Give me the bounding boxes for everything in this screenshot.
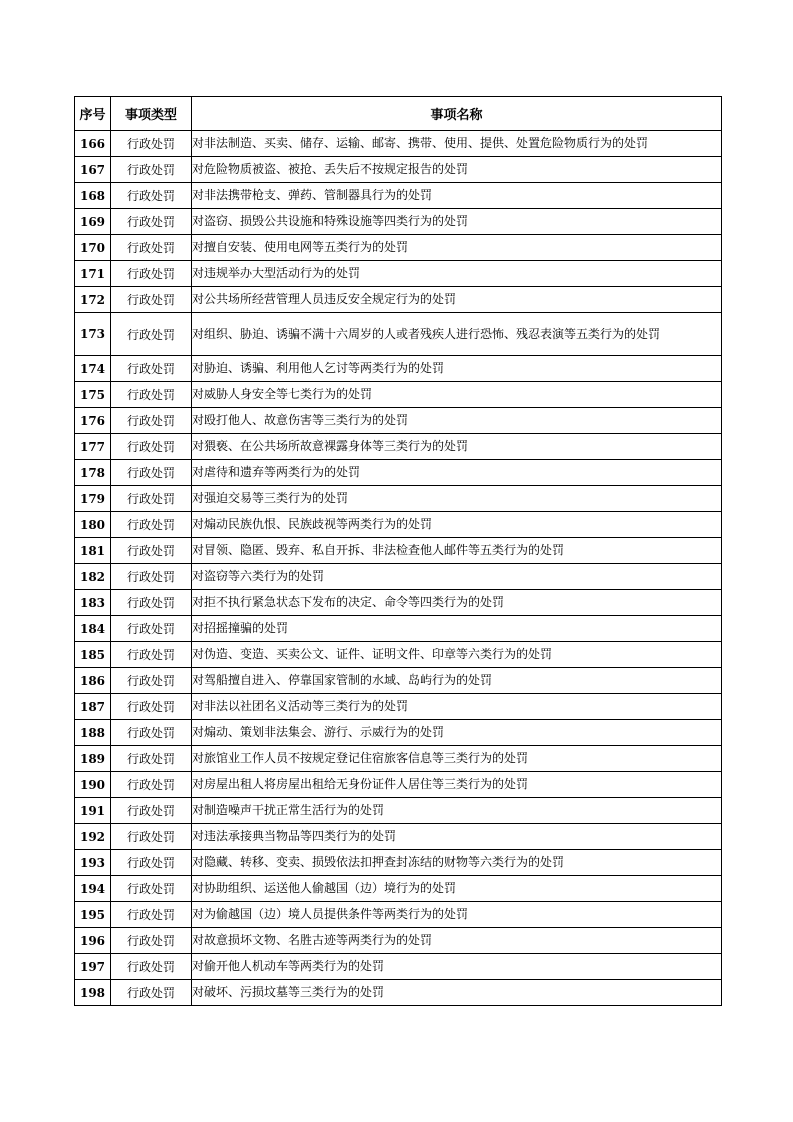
serial-number-cell: 182 bbox=[75, 564, 111, 590]
serial-number-cell: 187 bbox=[75, 694, 111, 720]
table-row bbox=[75, 954, 722, 980]
item-name-cell: 对擅自安装、使用电网等五类行为的处罚 bbox=[192, 235, 722, 261]
item-type-cell: 行政处罚 bbox=[111, 382, 192, 408]
item-name-cell: 对非法制造、买卖、储存、运输、邮寄、携带、使用、提供、处置危险物质行为的处罚 bbox=[192, 131, 722, 157]
item-name-cell: 对房屋出租人将房屋出租给无身份证件人居住等三类行为的处罚 bbox=[192, 772, 722, 798]
item-type-cell: 行政处罚 bbox=[111, 564, 192, 590]
table-row bbox=[75, 313, 722, 356]
serial-number-cell: 173 bbox=[75, 313, 111, 356]
table-row bbox=[75, 720, 722, 746]
table-row bbox=[75, 798, 722, 824]
item-name-cell: 对组织、胁迫、诱骗不满十六周岁的人或者残疾人进行恐怖、残忍表演等五类行为的处罚 bbox=[192, 313, 722, 356]
table-row bbox=[75, 183, 722, 209]
serial-number-cell: 166 bbox=[75, 131, 111, 157]
serial-number-cell: 193 bbox=[75, 850, 111, 876]
table-row bbox=[75, 616, 722, 642]
item-type-cell: 行政处罚 bbox=[111, 954, 192, 980]
item-name-cell: 对虐待和遗弃等两类行为的处罚 bbox=[192, 460, 722, 486]
table-row bbox=[75, 408, 722, 434]
item-name-cell: 对偷开他人机动车等两类行为的处罚 bbox=[192, 954, 722, 980]
serial-number-cell: 167 bbox=[75, 157, 111, 183]
item-type-cell: 行政处罚 bbox=[111, 642, 192, 668]
table-row bbox=[75, 235, 722, 261]
table-row bbox=[75, 434, 722, 460]
item-name-cell: 对协助组织、运送他人偷越国（边）境行为的处罚 bbox=[192, 876, 722, 902]
serial-number-cell: 198 bbox=[75, 980, 111, 1006]
serial-number-cell: 178 bbox=[75, 460, 111, 486]
item-type-cell: 行政处罚 bbox=[111, 694, 192, 720]
serial-number-cell: 194 bbox=[75, 876, 111, 902]
item-name-cell: 对煽动民族仇恨、民族歧视等两类行为的处罚 bbox=[192, 512, 722, 538]
serial-number-cell: 188 bbox=[75, 720, 111, 746]
table-row bbox=[75, 460, 722, 486]
table-row bbox=[75, 261, 722, 287]
header-item-type: 事项类型 bbox=[111, 97, 192, 131]
table-row bbox=[75, 564, 722, 590]
table-row bbox=[75, 209, 722, 235]
table-row bbox=[75, 287, 722, 313]
serial-number-cell: 189 bbox=[75, 746, 111, 772]
item-name-cell: 对旅馆业工作人员不按规定登记住宿旅客信息等三类行为的处罚 bbox=[192, 746, 722, 772]
item-type-cell: 行政处罚 bbox=[111, 235, 192, 261]
table-row bbox=[75, 382, 722, 408]
item-type-cell: 行政处罚 bbox=[111, 746, 192, 772]
table-row bbox=[75, 902, 722, 928]
item-type-cell: 行政处罚 bbox=[111, 876, 192, 902]
item-name-cell: 对破坏、污损坟墓等三类行为的处罚 bbox=[192, 980, 722, 1006]
serial-number-cell: 168 bbox=[75, 183, 111, 209]
table-row bbox=[75, 876, 722, 902]
serial-number-cell: 192 bbox=[75, 824, 111, 850]
item-name-cell: 对非法以社团名义活动等三类行为的处罚 bbox=[192, 694, 722, 720]
item-type-cell: 行政处罚 bbox=[111, 616, 192, 642]
serial-number-cell: 196 bbox=[75, 928, 111, 954]
item-name-cell: 对违法承接典当物品等四类行为的处罚 bbox=[192, 824, 722, 850]
table-row bbox=[75, 590, 722, 616]
item-name-cell: 对伪造、变造、买卖公文、证件、证明文件、印章等六类行为的处罚 bbox=[192, 642, 722, 668]
item-type-cell: 行政处罚 bbox=[111, 131, 192, 157]
table-row bbox=[75, 746, 722, 772]
table-row bbox=[75, 694, 722, 720]
item-type-cell: 行政处罚 bbox=[111, 460, 192, 486]
serial-number-cell: 172 bbox=[75, 287, 111, 313]
item-name-cell: 对招摇撞骗的处罚 bbox=[192, 616, 722, 642]
serial-number-cell: 180 bbox=[75, 512, 111, 538]
item-name-cell: 对煽动、策划非法集会、游行、示威行为的处罚 bbox=[192, 720, 722, 746]
item-name-cell: 对强迫交易等三类行为的处罚 bbox=[192, 486, 722, 512]
item-name-cell: 对为偷越国（边）境人员提供条件等两类行为的处罚 bbox=[192, 902, 722, 928]
item-name-cell: 对非法携带枪支、弹药、管制器具行为的处罚 bbox=[192, 183, 722, 209]
item-type-cell: 行政处罚 bbox=[111, 824, 192, 850]
serial-number-cell: 169 bbox=[75, 209, 111, 235]
item-name-cell: 对违规举办大型活动行为的处罚 bbox=[192, 261, 722, 287]
serial-number-cell: 181 bbox=[75, 538, 111, 564]
table-row bbox=[75, 850, 722, 876]
serial-number-cell: 197 bbox=[75, 954, 111, 980]
item-name-cell: 对盗窃等六类行为的处罚 bbox=[192, 564, 722, 590]
serial-number-cell: 177 bbox=[75, 434, 111, 460]
items-table bbox=[74, 96, 722, 1006]
item-type-cell: 行政处罚 bbox=[111, 850, 192, 876]
table-row bbox=[75, 928, 722, 954]
item-type-cell: 行政处罚 bbox=[111, 928, 192, 954]
item-type-cell: 行政处罚 bbox=[111, 157, 192, 183]
serial-number-cell: 175 bbox=[75, 382, 111, 408]
item-type-cell: 行政处罚 bbox=[111, 408, 192, 434]
serial-number-cell: 184 bbox=[75, 616, 111, 642]
item-type-cell: 行政处罚 bbox=[111, 538, 192, 564]
serial-number-cell: 174 bbox=[75, 356, 111, 382]
table-header-row bbox=[75, 97, 722, 131]
item-type-cell: 行政处罚 bbox=[111, 261, 192, 287]
item-type-cell: 行政处罚 bbox=[111, 512, 192, 538]
item-name-cell: 对隐藏、转移、变卖、损毁依法扣押查封冻结的财物等六类行为的处罚 bbox=[192, 850, 722, 876]
serial-number-cell: 170 bbox=[75, 235, 111, 261]
item-name-cell: 对公共场所经营管理人员违反安全规定行为的处罚 bbox=[192, 287, 722, 313]
header-serial-number: 序号 bbox=[75, 97, 111, 131]
serial-number-cell: 179 bbox=[75, 486, 111, 512]
item-name-cell: 对猥亵、在公共场所故意裸露身体等三类行为的处罚 bbox=[192, 434, 722, 460]
table-row bbox=[75, 668, 722, 694]
serial-number-cell: 190 bbox=[75, 772, 111, 798]
item-type-cell: 行政处罚 bbox=[111, 902, 192, 928]
table-row bbox=[75, 157, 722, 183]
item-type-cell: 行政处罚 bbox=[111, 313, 192, 356]
item-name-cell: 对盗窃、损毁公共设施和特殊设施等四类行为的处罚 bbox=[192, 209, 722, 235]
table-row bbox=[75, 980, 722, 1006]
item-type-cell: 行政处罚 bbox=[111, 798, 192, 824]
table-row bbox=[75, 131, 722, 157]
item-name-cell: 对胁迫、诱骗、利用他人乞讨等两类行为的处罚 bbox=[192, 356, 722, 382]
item-type-cell: 行政处罚 bbox=[111, 590, 192, 616]
table-row bbox=[75, 772, 722, 798]
item-type-cell: 行政处罚 bbox=[111, 287, 192, 313]
item-name-cell: 对故意损坏文物、名胜古迹等两类行为的处罚 bbox=[192, 928, 722, 954]
item-name-cell: 对拒不执行紧急状态下发布的决定、命令等四类行为的处罚 bbox=[192, 590, 722, 616]
serial-number-cell: 183 bbox=[75, 590, 111, 616]
table-row bbox=[75, 486, 722, 512]
item-type-cell: 行政处罚 bbox=[111, 434, 192, 460]
table-row bbox=[75, 512, 722, 538]
table-row bbox=[75, 538, 722, 564]
serial-number-cell: 191 bbox=[75, 798, 111, 824]
table-body bbox=[75, 131, 722, 1006]
item-type-cell: 行政处罚 bbox=[111, 356, 192, 382]
item-name-cell: 对殴打他人、故意伤害等三类行为的处罚 bbox=[192, 408, 722, 434]
header-item-name: 事项名称 bbox=[192, 97, 722, 131]
item-type-cell: 行政处罚 bbox=[111, 980, 192, 1006]
serial-number-cell: 185 bbox=[75, 642, 111, 668]
item-type-cell: 行政处罚 bbox=[111, 183, 192, 209]
item-type-cell: 行政处罚 bbox=[111, 772, 192, 798]
item-name-cell: 对驾船擅自进入、停靠国家管制的水域、岛屿行为的处罚 bbox=[192, 668, 722, 694]
item-type-cell: 行政处罚 bbox=[111, 209, 192, 235]
table-row bbox=[75, 356, 722, 382]
item-name-cell: 对威胁人身安全等七类行为的处罚 bbox=[192, 382, 722, 408]
item-name-cell: 对冒领、隐匿、毁弃、私自开拆、非法检查他人邮件等五类行为的处罚 bbox=[192, 538, 722, 564]
serial-number-cell: 186 bbox=[75, 668, 111, 694]
table-row bbox=[75, 824, 722, 850]
serial-number-cell: 195 bbox=[75, 902, 111, 928]
item-type-cell: 行政处罚 bbox=[111, 486, 192, 512]
item-name-cell: 对危险物质被盗、被抢、丢失后不按规定报告的处罚 bbox=[192, 157, 722, 183]
table-row bbox=[75, 642, 722, 668]
item-type-cell: 行政处罚 bbox=[111, 668, 192, 694]
item-name-cell: 对制造噪声干扰正常生活行为的处罚 bbox=[192, 798, 722, 824]
item-type-cell: 行政处罚 bbox=[111, 720, 192, 746]
serial-number-cell: 176 bbox=[75, 408, 111, 434]
serial-number-cell: 171 bbox=[75, 261, 111, 287]
